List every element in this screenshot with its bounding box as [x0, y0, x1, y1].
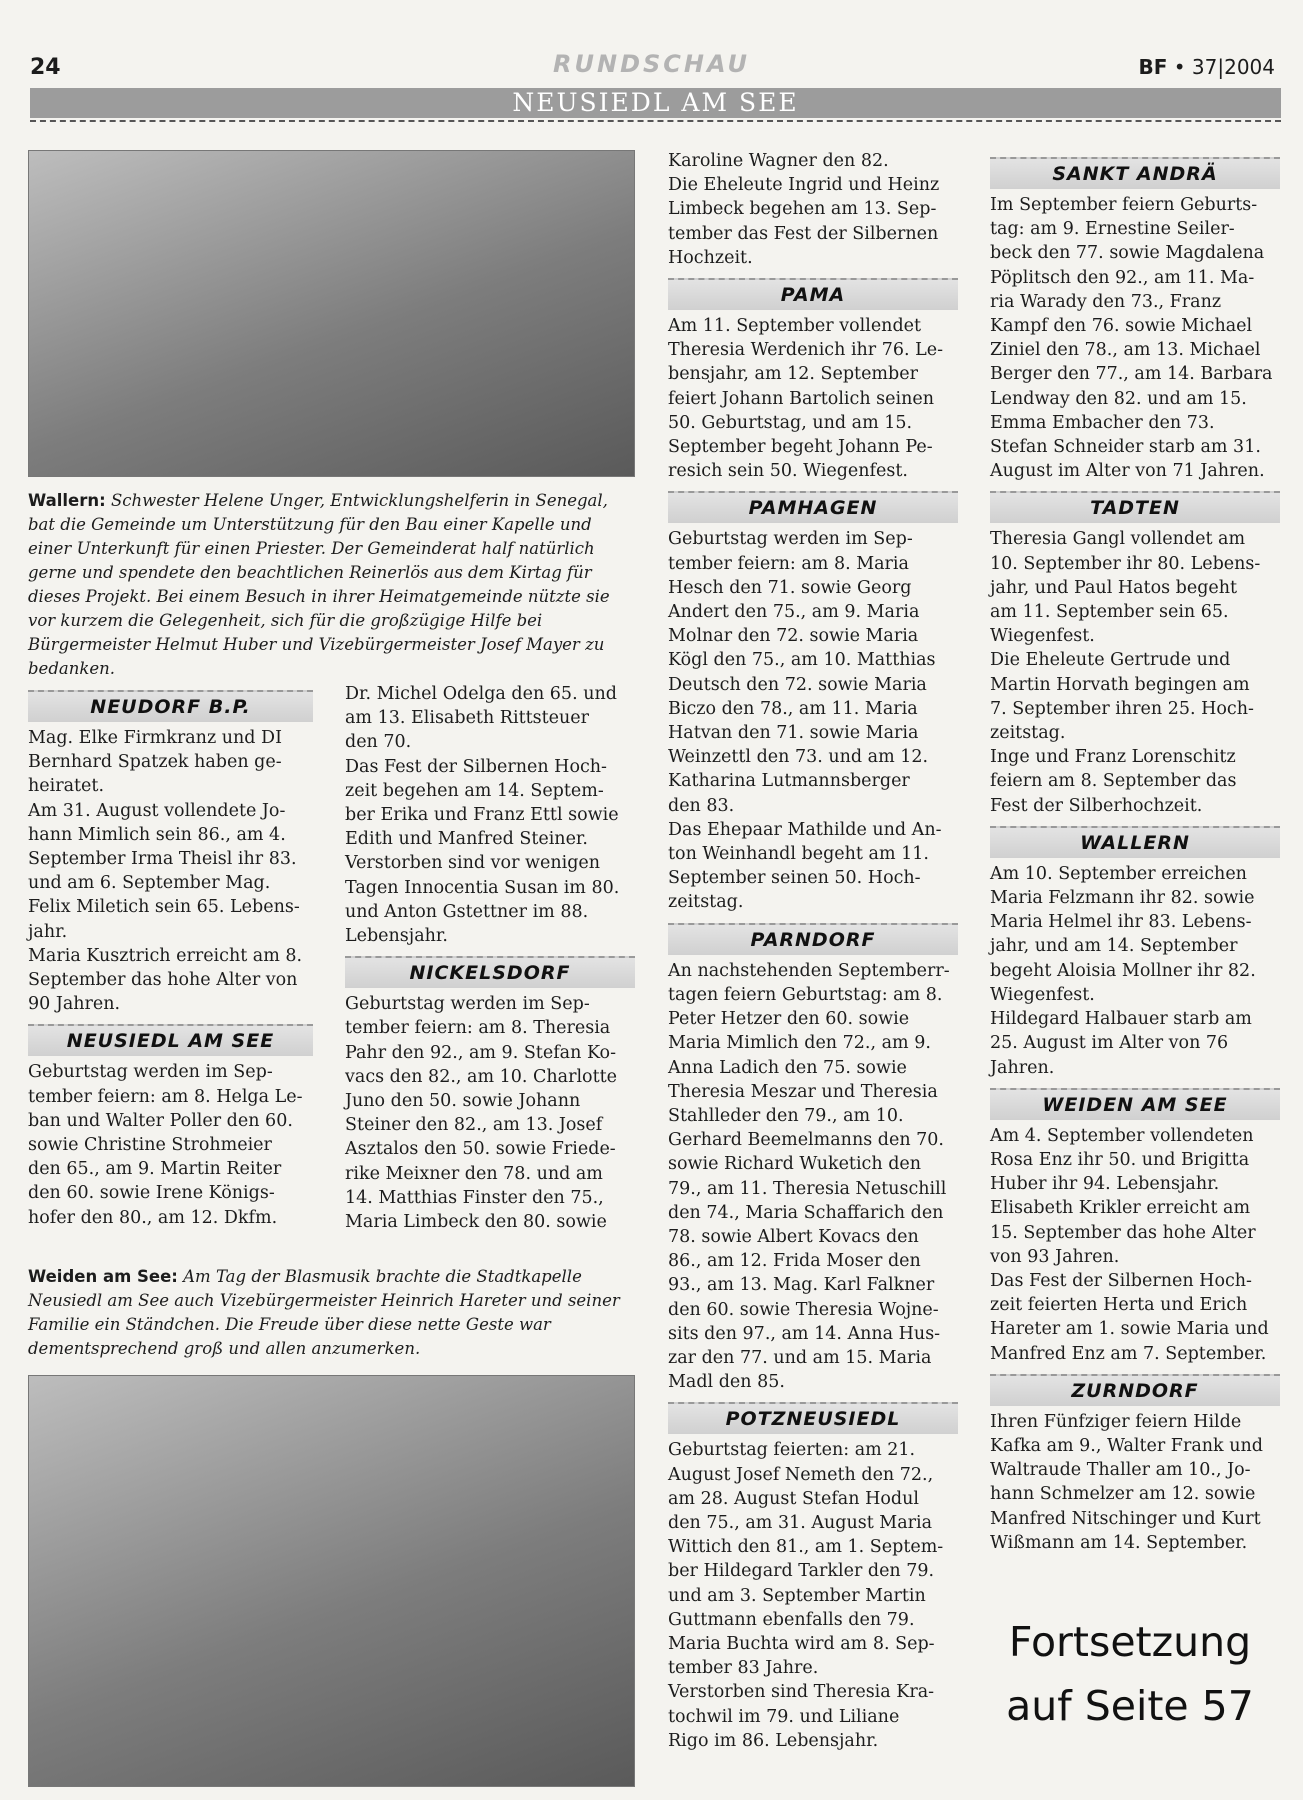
caption-weiden-text: Am Tag der Blasmusik brachte die Stadtkapelle Neusiedl am See auch Vizebürgermeister Heinrich Hareter und seiner Familie ein Ständchen. Die Freude über diese nette Geste war dementsprechend groß und allen anzumerken. — [28, 1267, 620, 1358]
heading-tadten: TADTEN — [990, 491, 1280, 523]
text-neusiedl-continued: Dr. Michel Odelga den 65. und am 13. Elisabeth Rittsteuer den 70. Das Fest der Silbernen Hoch- zeit begehen am 14. Septem- ber Erika und Franz Ettl sowie Edith und Manfred Steiner. Verstorben sind vor wenigen Tagen Innocentia Susan im 80. und Anton Gstettner im 88. Lebensjahr. — [345, 684, 620, 947]
column-4 — [990, 149, 1280, 1555]
continuation-line-2: auf Seite 57 — [1006, 1682, 1254, 1730]
text-nickelsdorf-continued: Karoline Wagner den 82. Die Eheleute Ingrid und Heinz Limbeck begehen am 13. Sep- tember das Fest der Silbernen Hochzeit. — [668, 151, 940, 268]
heading-zurndorf: ZURNDORF — [990, 1374, 1280, 1406]
text-neudorf: Mag. Elke Firmkranz und DI Bernhard Spatzek haben ge- heiratet. Am 31. August vollendete Jo- hann Mimlich sein 86., am 4. September Irma Theisl ihr 83. und am 6. September Mag. Felix Miletich sein 65. Lebens- jahr. Maria Kusztrich erreicht am 8. September das hohe Alter von 90 Jahren. — [28, 728, 303, 1015]
heading-nickelsdorf: NICKELSDORF — [345, 956, 635, 988]
caption-wallern-text: Schwester Helene Unger, Entwicklungshelferin in Senegal, bat die Gemeinde um Unterstützung für den Bau einer Kapelle und einer Unterkunft für einen Priester. Der Gemeinderat half natürlich gerne und spendete den beachtlichen Reinerlös aus dem Kirtag für dieses Projekt. Bei einem Besuch in ihrer Heimatgemeinde nützte sie vor kurzem die Gelegenheit, sich für die großzügige Hilfe bei Bürgermeister Helmut Huber und Vizebürgermeister Josef Mayer zu bedanken. — [28, 491, 610, 678]
issue-number: 37|2004 — [1191, 55, 1275, 79]
text-zurndorf: Ihren Fünfziger feiern Hilde Kafka am 9., Walter Frank und Waltraude Thaller am 10., Jo- hann Schmelzer am 12. sowie Manfred Nitschinger und Kurt Wißmann am 14. September. — [990, 1411, 1263, 1553]
section-title: NEUSIEDL AM SEE — [512, 88, 799, 117]
text-tadten: Theresia Gangl vollendet am 10. September ihr 80. Lebens- jahr, und Paul Hatos begeht am 11. September sein 65. Wiegenfest. Die Eheleute Gertrude und Martin Horvath begingen am 7. September ihren 25. Hoch- zeitstag. Inge und Franz Lorenschitz feiern am 8. September das Fest der Silberhochzeit. — [990, 529, 1261, 816]
text-pamhagen: Geburtstag werden im Sep- tember feiern: am 8. Maria Hesch den 71. sowie Georg Andert den 75., am 9. Maria Molnar den 72. sowie Maria Kögl den 75., am 10. Matthias Deutsch den 72. sowie Maria Biczo den 78., am 11. Maria Hatvan den 71. sowie Maria Weinzettl den 73. und am 12. Katharina Lutmannsberger den 83. Das Ehepaar Mathilde und An- ton Weinhandl begeht am 11. September seinen 50. Hoch- zeitstag. — [668, 529, 942, 913]
heading-neudorf: NEUDORF B.P. — [28, 690, 313, 722]
caption-weiden-lead: Weiden am See: — [28, 1267, 178, 1286]
issue-brand: BF — [1138, 55, 1168, 79]
column-3 — [668, 149, 958, 1753]
photo-weiden — [28, 1375, 635, 1787]
text-nickelsdorf: Geburtstag werden im Sep- tember feiern: am 8. Theresia Pahr den 92., am 9. Stefan Ko- vacs den 82., am 10. Charlotte Juno den 50. sowie Johann Steiner den 82., am 13. Josef Asztalos den 50. sowie Friede- rike Meixner den 78. und am 14. Matthias Finster den 75., Maria Limbeck den 80. sowie — [345, 994, 618, 1233]
text-sankt-andrae: Im September feiern Geburts- tag: am 9. Ernestine Seiler- beck den 77. sowie Magdalena Pöplitsch den 92., am 11. Ma- ria Warady den 73., Franz Kampf den 76. sowie Michael Ziniel den 78., am 13. Michael Berger den 77., am 14. Barbara Lendway den 82. und am 15. Emma Embacher den 73. Stefan Schneider starb am 31. August im Alter von 71 Jahren. — [990, 195, 1273, 482]
section-divider — [30, 120, 1281, 122]
continuation-line-1: Fortsetzung — [1008, 1618, 1252, 1666]
issue-separator: • — [1173, 55, 1186, 79]
text-wallern: Am 10. September erreichen Maria Felzmann ihr 82. sowie Maria Helmel ihr 83. Lebens- jahr, und am 14. September begeht Aloisia Mollner ihr 82. Wiegenfest. Hildegard Halbauer starb am 25. August im Alter von 76 Jahren. — [990, 863, 1256, 1078]
photo-wallern — [28, 150, 635, 477]
issue-info — [1138, 55, 1275, 79]
section-bar — [30, 88, 1281, 118]
heading-neusiedl-am-see: NEUSIEDL AM SEE — [28, 1024, 313, 1056]
heading-pama: PAMA — [668, 278, 958, 310]
text-pama: Am 11. September vollendet Theresia Werdenich ihr 76. Le- bensjahr, am 12. September feiert Johann Bartolich seinen 50. Geburtstag, und am 15. September begeht Johann Pe- resich sein 50. Wiegenfest. — [668, 316, 944, 482]
heading-pamhagen: PAMHAGEN — [668, 491, 958, 523]
caption-wallern-lead: Wallern: — [28, 491, 106, 510]
column-2 — [345, 682, 635, 1234]
text-parndorf: An nachstehenden Septemberr- tagen feiern Geburtstag: am 8. Peter Hetzer den 60. sowie Maria Mimlich den 72., am 9. Anna Ladich den 75. sowie Theresia Meszar und Theresia Stahlleder den 79., am 10. Gerhard Beemelmanns den 70. sowie Richard Wuketich den 79., am 11. Theresia Netuschill den 74., Maria Schaffarich den 78. sowie Albert Kovacs den 86., am 12. Frida Moser den 93., am 13. Mag. Karl Falkner den 60. sowie Theresia Wojne- sits den 97., am 14. Anna Hus- zar den 77. und am 15. Maria Madl den 85. — [668, 960, 950, 1393]
heading-sankt-andrae: SANKT ANDRÄ — [990, 157, 1280, 189]
text-neusiedl-am-see: Geburtstag werden im Sep- tember feiern: am 8. Helga Le- ban und Walter Poller den 60. sowie Christine Strohmeier den 65., am 9. Martin Reiter den 60. sowie Irene Königs- hofer den 80., am 12. Dkfm. — [28, 1062, 303, 1228]
column-1 — [28, 682, 313, 1230]
caption-wallern — [28, 489, 633, 681]
masthead: RUNDSCHAU — [553, 50, 750, 78]
heading-parndorf: PARNDORF — [668, 923, 958, 955]
caption-weiden — [28, 1265, 633, 1361]
text-potzneusiedl: Geburtstag feierten: am 21. August Josef Nemeth den 72., am 28. August Stefan Hodul den 75., am 31. August Maria Wittich den 81., am 1. Septem- ber Hildegard Tarkler den 79. und am 3. September Martin Guttmann ebenfalls den 79. Maria Buchta wird am 8. Sep- tember 83 Jahre. Verstorben sind Theresia Kra- tochwil im 79. und Liliane Rigo im 86. Lebensjahr. — [668, 1440, 944, 1751]
heading-weiden-am-see: WEIDEN AM SEE — [990, 1088, 1280, 1120]
heading-wallern: WALLERN — [990, 826, 1280, 858]
heading-potzneusiedl: POTZNEUSIEDL — [668, 1402, 958, 1434]
continuation-note — [990, 1610, 1270, 1738]
text-weiden-am-see: Am 4. September vollendeten Rosa Enz ihr 50. und Brigitta Huber ihr 94. Lebensjahr. Elisabeth Krikler erreicht am 15. September das hohe Alter von 93 Jahren. Das Fest der Silbernen Hoch- zeit feierten Herta und Erich Hareter am 1. sowie Maria und Manfred Enz am 7. September. — [990, 1125, 1269, 1364]
page-number: 24 — [30, 55, 61, 80]
